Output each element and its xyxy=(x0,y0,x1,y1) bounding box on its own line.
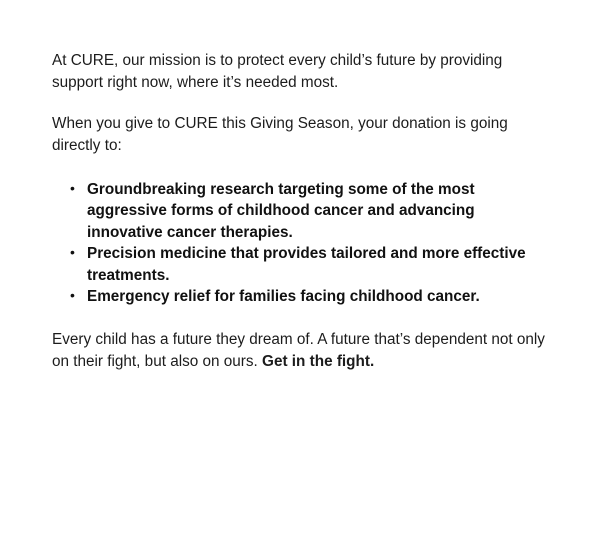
list-item: • Emergency relief for families facing childhood cancer. xyxy=(70,286,552,307)
spacer-two xyxy=(52,157,552,179)
closing-text: Every child has a future they dream of. A future that’s dependent not only on their fight, but also on ours. xyxy=(52,331,545,371)
spacer-one xyxy=(52,93,552,113)
message-body xyxy=(52,50,552,373)
list-item: • Precision medicine that provides tailored and more effective treatments. xyxy=(70,243,552,286)
intro-paragraph: At CURE, our mission is to protect every child’s future by providing support right now, where it’s needed most. xyxy=(52,52,503,91)
spacer-three xyxy=(52,307,552,329)
donation-paragraph: When you give to CURE this Giving Season, your donation is going directly to: xyxy=(52,115,508,155)
closing-paragraph xyxy=(52,329,552,372)
closing-emphasis: Get in the fight. xyxy=(262,353,375,371)
donation-impact-list xyxy=(52,179,552,307)
list-item: • Groundbreaking research targeting some of the most aggressive forms of childhood cancer and advancing innovative cancer therapies. xyxy=(70,179,552,243)
